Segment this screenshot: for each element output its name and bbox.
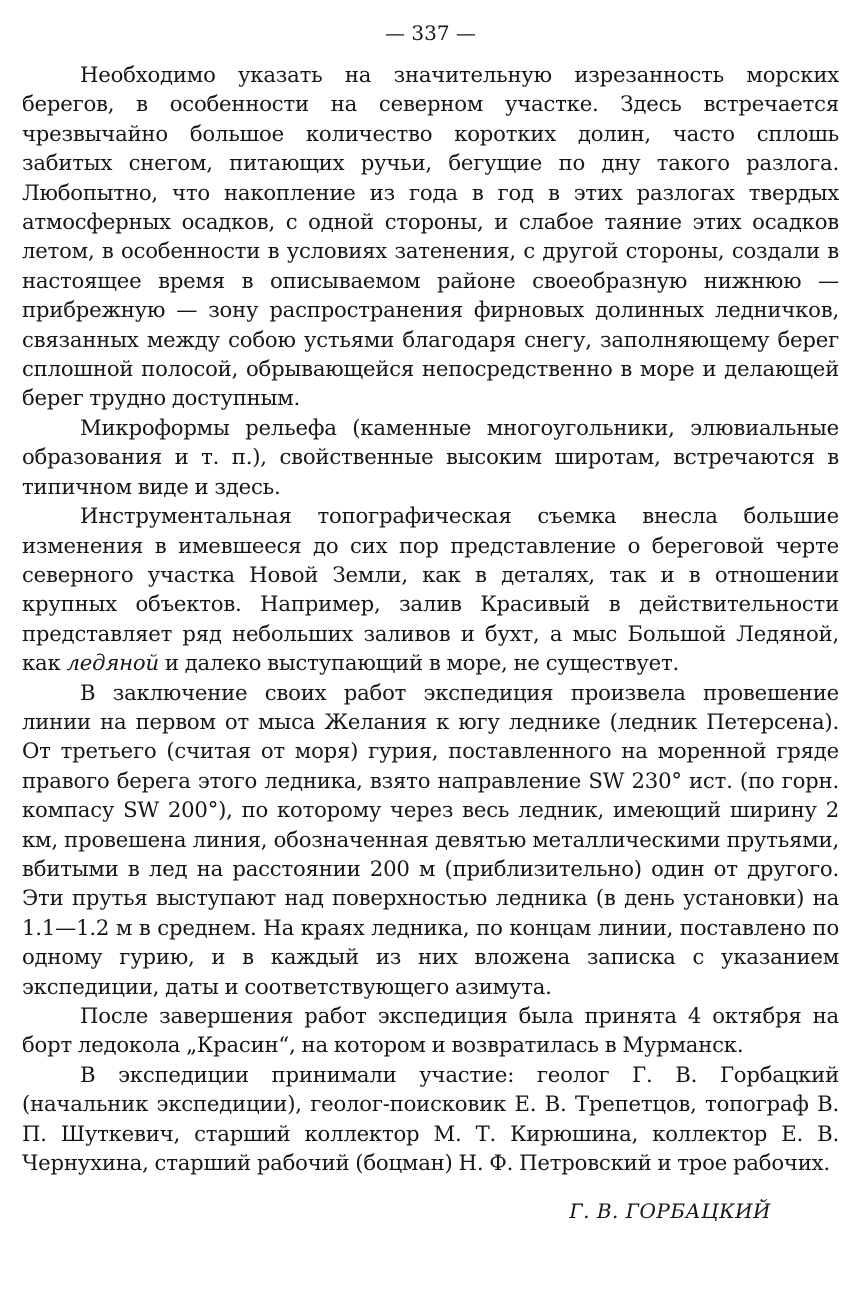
paragraph-survey: [22, 501, 839, 677]
paragraph-coastline: Необходимо указать на значительную изрезанность морских берегов, в особенности на северном участке. Здесь встречается чрезвычайно большое количество коротких долин, часто сплошь забитых снегом, питающих ручьи, бегущие по дну такого разлога. Любопытно, что накопление из года в год в этих разлогах твердых атмосферных осадков, с одной стороны, и слабое таяние этих осадков летом, в особенности в условиях затенения, с другой стороны, создали в настоящее время в описываемом районе своеобразную нижнюю — прибрежную — зону распространения фирновых долинных ледничков, связанных между собою устьями благодаря снегу, заполняющему берег сплошной полосой, обрывающейся непосредственно в море и делающей берег трудно доступным.: [22, 62, 839, 411]
paragraph-departure: После завершения работ экспедиция была принята 4 октября на борт ледокола „Красин“, на котором и возвратилась в Мурманск.: [22, 1003, 839, 1058]
paragraph-glacier-line: В заключение своих работ экспедиция произвела провешение линии на первом от мыса Желания к югу леднике (ледник Петерсена). От третьего (считая от моря) гурия, поставленного на моренной гряде правого берега этого ледника, взято направление SW 230° ист. (по горн. компасу SW 200°), по которому через весь ледник, имеющий ширину 2 км, провешена линия, обозначенная девятью металлическими прутьями, вбитыми в лед на расстоянии 200 м (приблизительно) один от другого. Эти прутья выступают над поверхностью ледника (в день установки) на 1.1—1.2 м в среднем. На краях ледника, по концам линии, поставлено по одному гурию, и в каждый из них вложена записка с указанием экспедиции, даты и соответствующего азимута.: [22, 679, 839, 999]
paragraph-participants: В экспедиции принимали участие: геолог Г. В. Горбацкий (начальник экспедиции), геолог-поисковик Е. В. Трепетцов, топограф В. П. Шуткевич, старший коллектор М. Т. Кирюшина, коллектор Е. В. Чернухина, старший рабочий (боцман) Н. Ф. Петровский и трое рабочих.: [22, 1061, 839, 1176]
paragraph-survey-tail: и далеко выступающий в море, не существует.: [158, 650, 680, 676]
paragraph-survey-italic: ледяной: [66, 650, 159, 676]
page-number: — 337 —: [385, 21, 476, 45]
paragraph-microforms: Микроформы рельефа (каменные многоугольники, элювиальные образования и т. п.), свойственные высоким широтам, встречаются в типичном виде и здесь.: [22, 414, 839, 499]
paragraph-survey-text: Инструментальная топографическая съемка внесла большие изменения в имевшееся до сих пор представление о береговой черте северного участка Новой Земли, как в деталях, так и в отношении крупных объектов. Например, залив Красивый в действительности представляет ряд небольших заливов и бухт, а мыс Большой Ледяной, как: [22, 503, 839, 676]
author-signature: Г. В. ГОРБАЦКИЙ: [569, 1199, 771, 1224]
